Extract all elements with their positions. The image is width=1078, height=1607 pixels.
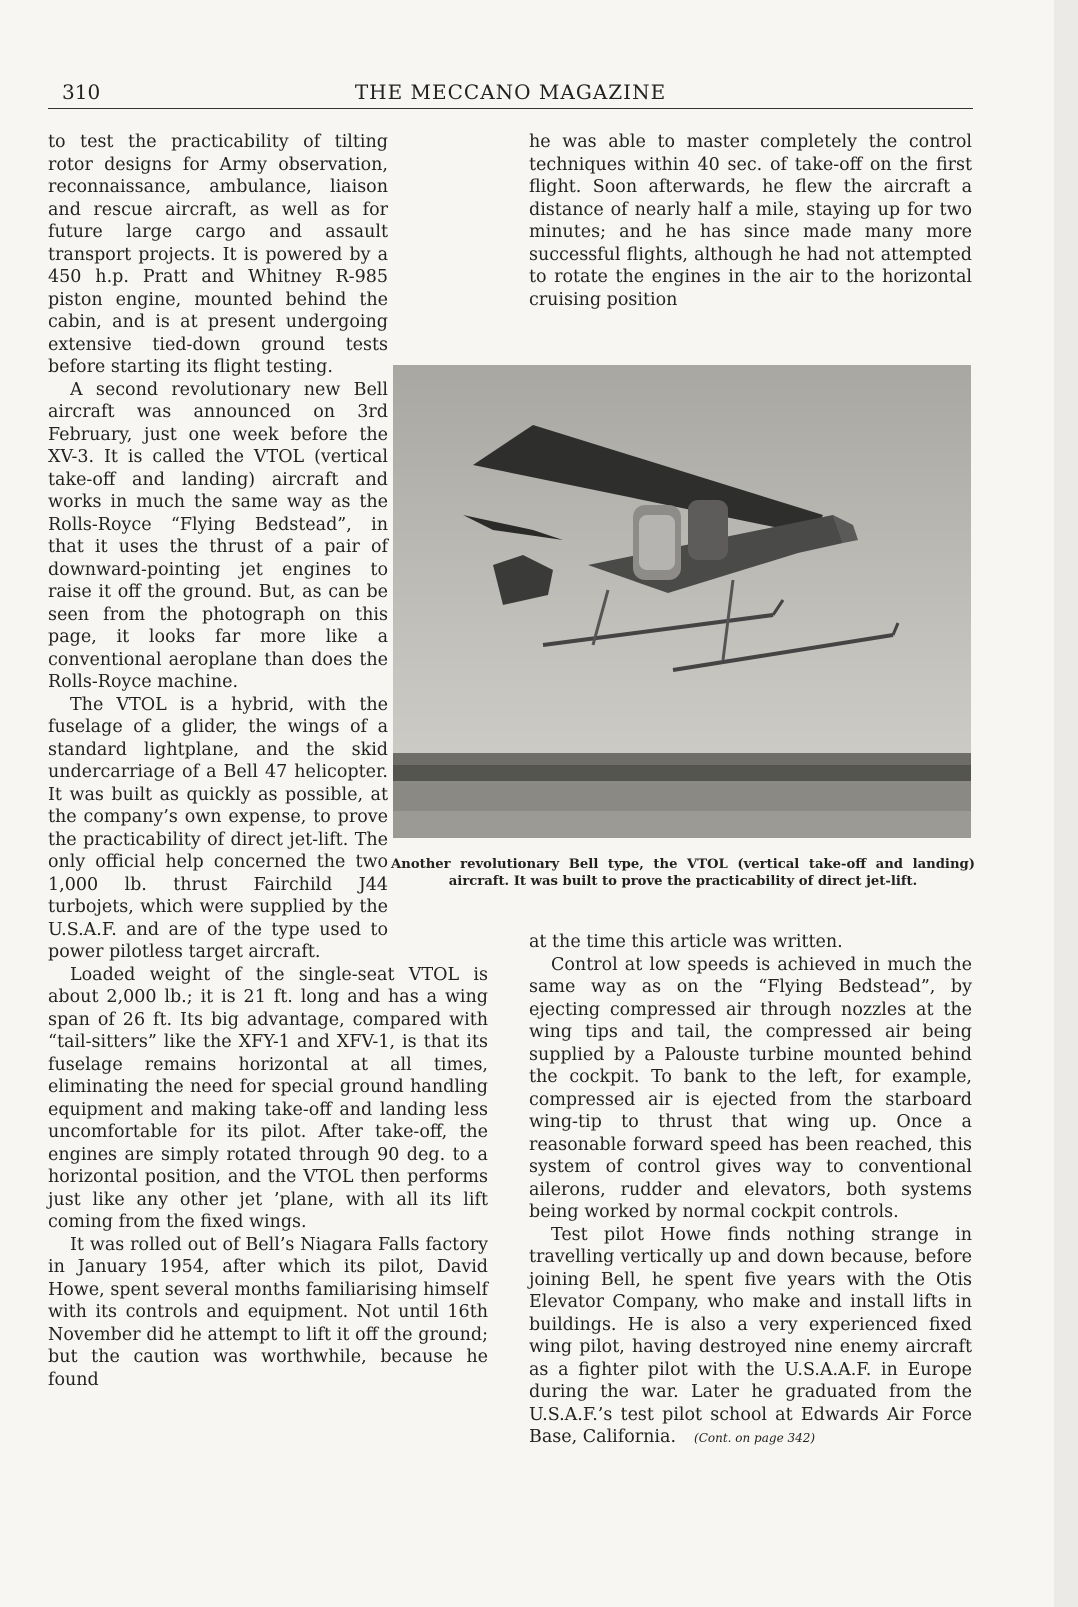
magazine-title: THE MECCANO MAGAZINE: [354, 80, 667, 104]
page-header: [48, 78, 973, 110]
continued-note: (Cont. on page 342): [694, 1431, 816, 1445]
paragraph: to test the practicability of tilting rotor designs for Army observation, reconnaissance, ambulance, liaison and rescue aircraft, as well as for future large cargo and assault transport projects. It is powered by a 450 h.p. Pratt and Whitney R-985 piston engine, mounted behind the cabin, and is at present undergoing extensive tied-down ground tests before starting its flight testing.: [48, 132, 388, 377]
paragraph: [529, 1224, 972, 1450]
paragraph: Loaded weight of the single-seat VTOL is about 2,000 lb.; it is 21 ft. long and has a wing span of 26 ft. Its big advantage, compared with “tail-sitters” like the XFY-1 and XFV-1, is that its fuselage remains horizontal at all times, eliminating the need for special ground handling equipment and making take-off and landing less uncomfortable for its pilot. After take-off, the engines are simply rotated through 90 deg. to a horizontal position, and the VTOL then performs just like any other jet ’plane, with all its lift coming from the fixed wings.: [48, 964, 488, 1232]
paragraph: he was able to master completely the control techniques within 40 sec. of take-off on the first flight. Soon afterwards, he flew the aircraft a distance of nearly half a mile, staying up for two minutes; and he has since made many more successful flights, although he had not attempted to rotate the engines in the air to the horizontal cruising position: [529, 132, 972, 310]
paragraph: A second revolutionary new Bell aircraft was announced on 3rd February, just one week before the XV-3. It is called the VTOL (vertical take-off and landing) aircraft and works in much the same way as the Rolls-Royce “Flying Bedstead”, in that it uses the thrust of a pair of downward-pointing jet engines to raise it off the ground. But, as can be seen from the photograph on this page, it looks far more like a conventional aeroplane than does the Rolls-Royce machine.: [48, 379, 388, 692]
header-rule: [48, 108, 973, 109]
page-edge: [1054, 0, 1078, 1607]
page-number: 310: [62, 80, 101, 104]
paragraph: Control at low speeds is achieved in much the same way as on the “Flying Bedstead”, by ejecting compressed air through nozzles at the wing tips and tail, the compressed air being supplied by a Palouste turbine mounted behind the cockpit. To bank to the left, for example, compressed air is ejected from the starboard wing-tip to thrust that wing up. Once a reasonable forward speed has been reached, this system of control gives way to conventional ailerons, rudder and elevators, both systems being worked by normal cockpit controls.: [529, 954, 972, 1222]
vtol-aircraft-photo: [393, 365, 971, 838]
paragraph: at the time this article was written.: [529, 932, 843, 952]
paragraph-text: Test pilot Howe finds nothing strange in travelling vertically up and down because, before joining Bell, he spent five years with the Otis Elevator Company, who make and install lifts in buildings. He is also a very experienced fixed wing pilot, having destroyed nine enemy aircraft as a fighter pilot with the U.S.A.A.F. in Europe during the war. Later he graduated from the U.S.A.F.’s test pilot school at Edwards Air Force Base, California.: [529, 1224, 972, 1447]
photo-caption: Another revolutionary Bell type, the VTOL (vertical take-off and landing) aircraft. It was built to prove the practicability of direct jet-lift.: [391, 857, 975, 889]
paragraph: The VTOL is a hybrid, with the fuselage of a glider, the wings of a standard lightplane, and the skid undercarriage of a Bell 47 helicopter. It was built as quickly as possible, at the company’s own expense, to prove the practicability of direct jet-lift. The only official help concerned the two 1,000 lb. thrust Fairchild J44 turbojets, which were supplied by the U.S.A.F. and are of the type used to power pilotless target aircraft.: [48, 694, 388, 962]
paragraph: It was rolled out of Bell’s Niagara Falls factory in January 1954, after which its pilot, David Howe, spent several months familiarising himself with its controls and equipment. Not until 16th November did he attempt to lift it off the ground; but the caution was worthwhile, because he found: [48, 1234, 488, 1390]
aircraft-image: [393, 365, 971, 838]
